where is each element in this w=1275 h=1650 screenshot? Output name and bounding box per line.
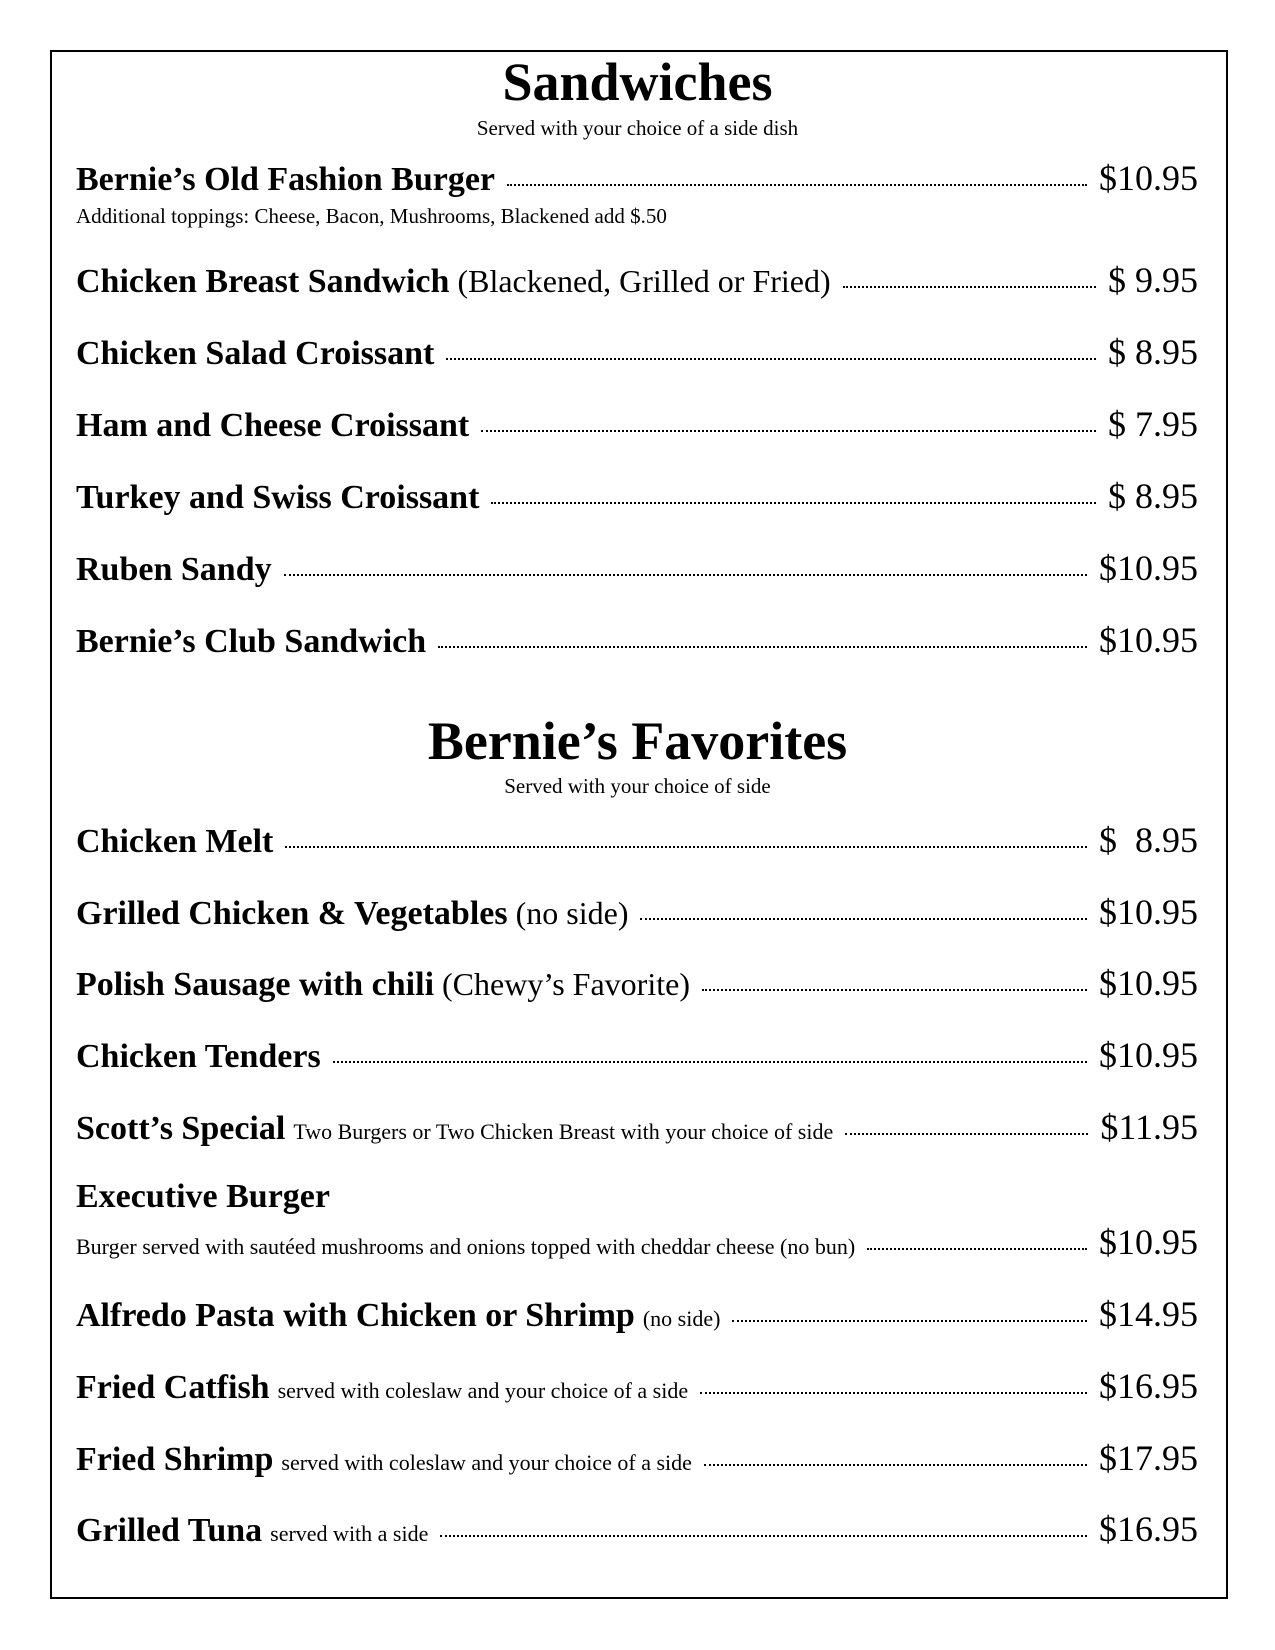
- menu-item: [76, 1296, 1198, 1333]
- menu-item: [76, 1440, 1198, 1477]
- dot-leader: [440, 1535, 1087, 1537]
- item-description: served with a side: [270, 1521, 429, 1546]
- item-name: Fried Catfish: [76, 1369, 270, 1406]
- item-price: $ 9.95: [1108, 260, 1198, 300]
- menu-item: [76, 1224, 1198, 1260]
- item-price: $ 8.95: [1108, 332, 1198, 372]
- item-price: $10.95: [1099, 548, 1198, 588]
- section-title-favorites: Bernie’s Favorites: [427, 711, 848, 771]
- item-name: Bernie’s Old Fashion Burger: [76, 161, 496, 198]
- item-price: $16.95: [1099, 1366, 1198, 1406]
- menu-item-name-line: [76, 1180, 1198, 1214]
- section-title-sandwiches: Sandwiches: [502, 52, 773, 112]
- item-description: (Chewy’s Favorite): [442, 966, 690, 1002]
- item-price: $10.95: [1099, 963, 1198, 1003]
- menu-item: [76, 1037, 1198, 1074]
- dot-leader: [867, 1248, 1087, 1250]
- item-name: Executive Burger: [76, 1178, 330, 1215]
- item-name: Bernie’s Club Sandwich: [76, 623, 427, 660]
- dot-leader: [700, 1392, 1087, 1394]
- dot-leader: [481, 430, 1096, 432]
- item-name: Grilled Chicken & Vegetables: [76, 895, 508, 932]
- item-description: Two Burgers or Two Chicken Breast with your choice of side: [293, 1119, 834, 1144]
- dot-leader: [438, 646, 1087, 648]
- item-price: $10.95: [1099, 620, 1198, 660]
- item-name: Ruben Sandy: [76, 551, 272, 588]
- dot-leader: [704, 1464, 1087, 1466]
- item-description: served with coleslaw and your choice of a side: [281, 1450, 692, 1475]
- item-name: Fried Shrimp: [76, 1441, 274, 1478]
- menu-item: [76, 478, 1198, 515]
- item-price: $ 7.95: [1108, 404, 1198, 444]
- item-price: $14.95: [1099, 1294, 1198, 1334]
- item-price: $11.95: [1100, 1107, 1198, 1147]
- dot-leader: [333, 1061, 1087, 1063]
- dot-leader: [285, 846, 1087, 848]
- menu-item: [76, 1511, 1198, 1548]
- item-price: $10.95: [1099, 1035, 1198, 1075]
- item-price: $ 8.95: [1108, 476, 1198, 516]
- item-description: (Blackened, Grilled or Fried): [457, 263, 831, 299]
- dot-leader: [446, 358, 1096, 360]
- menu-item: [76, 334, 1198, 371]
- section-subtitle-favorites: Served with your choice of side: [504, 774, 771, 798]
- menu-item: [76, 160, 1198, 197]
- menu-item: [76, 406, 1198, 443]
- item-price: $ 8.95: [1099, 820, 1198, 860]
- item-description: Burger served with sautéed mushrooms and onions topped with cheddar cheese (no bun): [76, 1234, 856, 1259]
- menu-item: [76, 1368, 1198, 1405]
- item-name: Polish Sausage with chili: [76, 966, 435, 1003]
- item-name: Ham and Cheese Croissant: [76, 407, 470, 444]
- menu-item: [76, 262, 1198, 299]
- item-price: $10.95: [1099, 892, 1198, 932]
- item-description: (no side): [515, 895, 629, 931]
- dot-leader: [702, 989, 1087, 991]
- dot-leader: [843, 286, 1096, 288]
- item-name: Scott’s Special: [76, 1110, 286, 1147]
- item-price: $10.95: [1099, 1222, 1198, 1262]
- dot-leader: [845, 1133, 1088, 1135]
- item-name: Chicken Melt: [76, 823, 274, 860]
- item-description: served with coleslaw and your choice of a side: [277, 1378, 689, 1403]
- item-price: $10.95: [1099, 158, 1198, 198]
- section-subtitle-sandwiches: Served with your choice of a side dish: [476, 116, 799, 140]
- menu-item: [76, 894, 1198, 931]
- item-description: (no side): [642, 1306, 721, 1331]
- item-name: Turkey and Swiss Croissant: [76, 479, 480, 516]
- item-name: Alfredo Pasta with Chicken or Shrimp: [76, 1297, 635, 1334]
- menu-item: [76, 550, 1198, 587]
- item-name: Chicken Breast Sandwich: [76, 263, 450, 300]
- dot-leader: [640, 918, 1087, 920]
- item-note: Additional toppings: Cheese, Bacon, Mushrooms, Blackened add $.50: [76, 204, 667, 228]
- item-name: Grilled Tuna: [76, 1512, 263, 1549]
- item-price: $17.95: [1099, 1438, 1198, 1478]
- dot-leader: [507, 184, 1087, 186]
- dot-leader: [284, 574, 1087, 576]
- menu-item: [76, 965, 1198, 1002]
- menu-item: [76, 622, 1198, 659]
- item-price: $16.95: [1099, 1509, 1198, 1549]
- dot-leader: [491, 502, 1096, 504]
- menu-item: [76, 822, 1198, 859]
- dot-leader: [732, 1320, 1087, 1322]
- item-name: Chicken Salad Croissant: [76, 335, 435, 372]
- menu-item: [76, 1109, 1198, 1146]
- item-name: Chicken Tenders: [76, 1038, 321, 1075]
